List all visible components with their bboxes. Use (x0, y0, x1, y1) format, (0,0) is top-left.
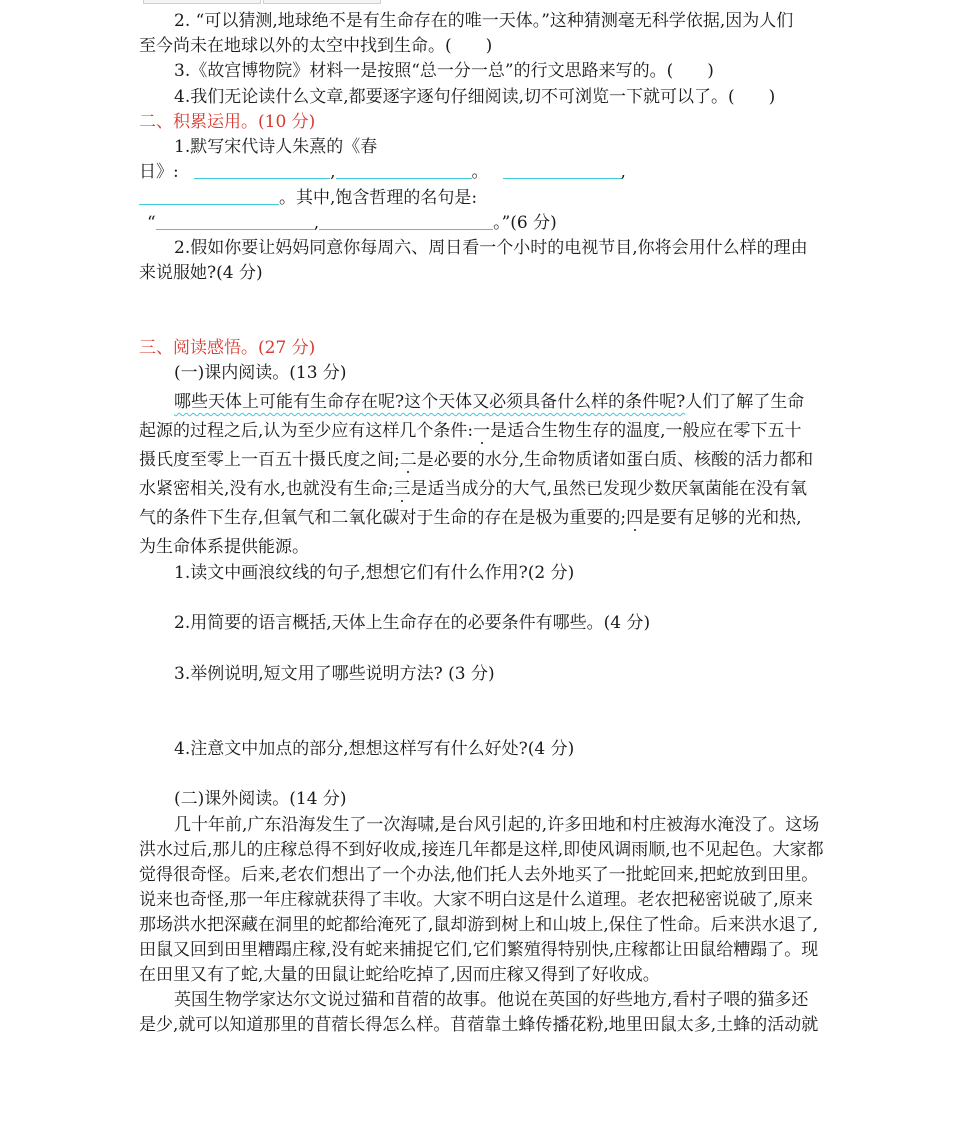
passage-text: 起源的过程之后,认为至少应有这样几个条件: (139, 421, 474, 441)
reading-question-1: 1.读文中画浪纹线的句子,想想它们有什么作用?(2 分) (174, 563, 575, 583)
dotted-char-1: 一 (473, 421, 491, 441)
passage-b-line9: 是少,就可以知道那里的苜蓿长得怎么样。苜蓿靠土蜂传播花粉,地里田鼠太多,土蜂的活动就 (139, 1015, 819, 1035)
passage-a-line6: 为生命体系提供能源。 (139, 537, 309, 557)
passage-text: 是适合生物生存的温度,一般应在零下五十 (490, 421, 802, 441)
passage-b-line7: 在田里又有了蛇,大量的田鼠让蛇给吃掉了,因而庄稼又得到了好收成。 (139, 965, 660, 985)
passage-b-line5: 那场洪水把深藏在洞里的蛇都给淹死了,鼠却游到树上和山坡上,保住了性命。后来洪水退了, (139, 915, 819, 935)
open-quote: “ (147, 213, 156, 233)
passage-b-line1: 几十年前,广东沿海发生了一次海啸,是台风引起的,许多田地和村庄被海水淹没了。这场 (174, 815, 820, 835)
passage-b-line3: 觉得很奇怪。后来,老农们想出了一个办法,他们托人去外地买了一批蛇回来,把蛇放到田里。 (139, 865, 819, 885)
poem-comma-1: , (330, 162, 336, 182)
passage-text: 摄氏度至零上一百五十摄氏度之间; (139, 450, 400, 470)
reading-question-3: 3.举例说明,短文用了哪些说明方法? (3 分) (174, 664, 495, 684)
passage-a-line1 (174, 390, 804, 415)
poem-question-line1: 1.默写宋代诗人朱熹的《春 (174, 137, 378, 157)
poem-label-text: 日》: (139, 162, 179, 182)
section-3-heading: 三、阅读感悟。(27 分) (139, 338, 316, 358)
poem-blank-2[interactable] (336, 161, 472, 179)
poem-blank-3[interactable] (503, 161, 621, 179)
poem-question-line4 (139, 211, 557, 236)
passage-a-line1-rest: 人们了解了生命 (685, 392, 805, 412)
dotted-char-3: 三 (393, 479, 411, 499)
poem-blank-6[interactable] (319, 212, 493, 230)
passage-a-line5 (139, 506, 802, 531)
poem-line3-text: 。其中,饱含哲理的名句是: (279, 188, 478, 208)
passage-a-line4 (139, 477, 807, 502)
in-class-reading-heading: (一)课内阅读。(13 分) (174, 363, 347, 383)
passage-text: 气的条件下生存,但氧气和二氧化碳对于生命的存在是极为重要的; (139, 508, 627, 528)
dotted-char-2: 二 (399, 450, 417, 470)
section-2-heading: 二、积累运用。(10 分) (139, 112, 316, 132)
poem-blank-5[interactable] (156, 212, 314, 230)
passage-a-line2 (139, 419, 802, 444)
poem-comma-3: , (313, 213, 320, 233)
reading-question-4: 4.注意文中加点的部分,想想这样写有什么好处?(4 分) (174, 739, 575, 759)
dotted-char-4: 四 (626, 508, 644, 528)
passage-b-line2: 洪水过后,那儿的庄稼总得不到好收成,接连几年都是这样,即使风调雨顺,也不见起色。大家都 (139, 840, 824, 860)
passage-text: 是必要的水分,生命物质诸如蛋白质、核酸的活力都和 (416, 450, 814, 470)
extra-reading-heading: (二)课外阅读。(14 分) (174, 789, 347, 809)
top-scroll-remnant (143, 0, 379, 4)
reading-question-2: 2.用简要的语言概括,天体上生命存在的必要条件有哪些。(4 分) (174, 613, 651, 633)
judge-item-4: 4.我们无论读什么文章,都要逐字逐句仔细阅读,切不可浏览一下就可以了。( ) (174, 87, 776, 107)
passage-text: 是要有足够的光和热, (643, 508, 802, 528)
tv-question-line1: 2.假如你要让妈妈同意你每周六、周日看一个小时的电视节目,你将会用什么样的理由 (174, 238, 808, 258)
tv-question-line2: 来说服她?(4 分) (139, 263, 263, 283)
passage-a-line3 (139, 448, 813, 473)
poem-blank-1[interactable] (194, 161, 330, 179)
judge-item-2-line1: 2. “可以猜测,地球绝不是有生命存在的唯一天体。”这种猜测毫无科学依据,因为人们 (174, 11, 794, 31)
poem-period-1: 。 (471, 162, 489, 182)
poem-blank-4[interactable] (139, 187, 279, 205)
passage-b-line6: 田鼠又回到田里糟蹋庄稼,没有蛇来捕捉它们,它们繁殖得特别快,庄稼都让田鼠给糟蹋了。现 (139, 940, 819, 960)
passage-b-line4: 说来也奇怪,那一年庄稼就获得了丰收。大家不明白这是什么道理。老农把秘密说破了,原来 (139, 890, 813, 910)
judge-item-3: 3.《故宫博物院》材料一是按照“总一分一总”的行文思路来写的。( ) (174, 61, 714, 81)
poem-close-text: 。”(6 分) (493, 213, 557, 233)
poem-question-line3 (139, 186, 477, 211)
passage-text: 是适当成分的大气,虽然已发现少数厌氧菌能在没有氧 (410, 479, 807, 499)
wavy-underlined-sentence: 哪些天体上可能有生命存在呢?这个天体又必须具备什么样的条件呢? (174, 392, 686, 412)
passage-b-line8: 英国生物学家达尔文说过猫和苜蓿的故事。他说在英国的好些地方,看村子喂的猫多还 (174, 990, 809, 1010)
poem-question-line2 (139, 160, 626, 185)
poem-comma-2: , (620, 162, 626, 182)
judge-item-2-line2: 至今尚未在地球以外的太空中找到生命。( ) (139, 36, 493, 56)
passage-text: 水紧密相关,没有水,也就没有生命; (139, 479, 394, 499)
